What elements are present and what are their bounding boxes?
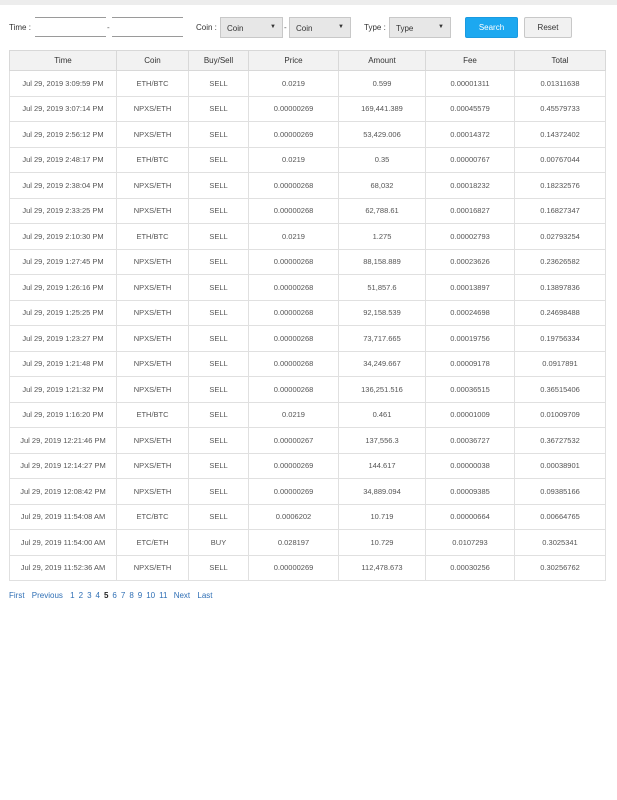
table-cell: 0.00036727 bbox=[426, 428, 515, 454]
column-header: Time bbox=[10, 51, 117, 71]
table-cell: 0.24698488 bbox=[515, 300, 606, 326]
table-cell: 0.00002793 bbox=[426, 224, 515, 250]
table-cell: SELL bbox=[189, 326, 249, 352]
table-cell: 0.00000268 bbox=[249, 198, 339, 224]
table-cell: 0.01311638 bbox=[515, 71, 606, 97]
table-cell: Jul 29, 2019 1:21:32 PM bbox=[10, 377, 117, 403]
table-cell: 0.00038901 bbox=[515, 453, 606, 479]
table-cell: Jul 29, 2019 12:14:27 PM bbox=[10, 453, 117, 479]
page-numbers bbox=[70, 591, 171, 600]
table-row bbox=[10, 224, 606, 250]
table-cell: NPXS/ETH bbox=[117, 249, 189, 275]
table-cell: SELL bbox=[189, 504, 249, 530]
table-cell: NPXS/ETH bbox=[117, 479, 189, 505]
table-row bbox=[10, 71, 606, 97]
table-cell: 0.0219 bbox=[249, 71, 339, 97]
page-number-link[interactable]: 7 bbox=[120, 591, 126, 600]
coin-to-select[interactable] bbox=[289, 17, 351, 38]
table-cell: 0.00767044 bbox=[515, 147, 606, 173]
table-cell: 0.00000767 bbox=[426, 147, 515, 173]
table-cell: SELL bbox=[189, 147, 249, 173]
page-number-link[interactable]: 11 bbox=[159, 591, 168, 600]
table-cell: SELL bbox=[189, 555, 249, 581]
next-page-link[interactable]: Next bbox=[173, 591, 191, 600]
table-row bbox=[10, 351, 606, 377]
table-cell: 137,556.3 bbox=[339, 428, 426, 454]
table-cell: 92,158.539 bbox=[339, 300, 426, 326]
table-cell: SELL bbox=[189, 122, 249, 148]
table-cell: 0.00019756 bbox=[426, 326, 515, 352]
table-cell: 0.36727532 bbox=[515, 428, 606, 454]
coin-from-value: Coin bbox=[227, 24, 244, 33]
table-cell: 0.0219 bbox=[249, 224, 339, 250]
coin-label: Coin : bbox=[196, 23, 217, 32]
page-number-link[interactable]: 8 bbox=[129, 591, 134, 600]
table-cell: SELL bbox=[189, 351, 249, 377]
table-cell: 0.45579733 bbox=[515, 96, 606, 122]
page-number-link[interactable]: 4 bbox=[95, 591, 100, 600]
type-label: Type : bbox=[364, 23, 386, 32]
table-cell: 68,032 bbox=[339, 173, 426, 199]
table-cell: NPXS/ETH bbox=[117, 351, 189, 377]
table-cell: 51,857.6 bbox=[339, 275, 426, 301]
table-row bbox=[10, 96, 606, 122]
type-select[interactable] bbox=[389, 17, 451, 38]
page-number-link[interactable]: 1 bbox=[70, 591, 75, 600]
table-cell: 0.00030256 bbox=[426, 555, 515, 581]
table-cell: 0.19756334 bbox=[515, 326, 606, 352]
table-cell: 0.00000269 bbox=[249, 555, 339, 581]
table-row bbox=[10, 300, 606, 326]
table-cell: 0.00009178 bbox=[426, 351, 515, 377]
table-cell: Jul 29, 2019 1:23:27 PM bbox=[10, 326, 117, 352]
table-cell: NPXS/ETH bbox=[117, 428, 189, 454]
table-cell: 0.00000268 bbox=[249, 351, 339, 377]
table-cell: 0.00000268 bbox=[249, 275, 339, 301]
table-cell: Jul 29, 2019 12:08:42 PM bbox=[10, 479, 117, 505]
table-cell: NPXS/ETH bbox=[117, 96, 189, 122]
pagination bbox=[9, 591, 218, 600]
coin-separator: - bbox=[284, 23, 287, 32]
table-cell: ETH/BTC bbox=[117, 71, 189, 97]
table-cell: SELL bbox=[189, 275, 249, 301]
table-cell: 10.729 bbox=[339, 530, 426, 556]
table-cell: 0.00016827 bbox=[426, 198, 515, 224]
column-header: Buy/Sell bbox=[189, 51, 249, 71]
table-row bbox=[10, 275, 606, 301]
table-cell: 0.00000268 bbox=[249, 300, 339, 326]
table-row bbox=[10, 428, 606, 454]
table-cell: ETC/BTC bbox=[117, 504, 189, 530]
table-cell: 0.14372402 bbox=[515, 122, 606, 148]
table-cell: 0.461 bbox=[339, 402, 426, 428]
table-cell: 0.00000269 bbox=[249, 122, 339, 148]
column-header: Coin bbox=[117, 51, 189, 71]
table-cell: 0.00000268 bbox=[249, 377, 339, 403]
table-cell: SELL bbox=[189, 300, 249, 326]
table-cell: 0.01009709 bbox=[515, 402, 606, 428]
table-row bbox=[10, 326, 606, 352]
table-cell: Jul 29, 2019 11:52:36 AM bbox=[10, 555, 117, 581]
table-cell: Jul 29, 2019 1:25:25 PM bbox=[10, 300, 117, 326]
table-cell: SELL bbox=[189, 428, 249, 454]
table-cell: Jul 29, 2019 12:21:46 PM bbox=[10, 428, 117, 454]
table-cell: 0.09385166 bbox=[515, 479, 606, 505]
table-cell: Jul 29, 2019 11:54:08 AM bbox=[10, 504, 117, 530]
last-page-link[interactable]: Last bbox=[197, 591, 213, 600]
table-row bbox=[10, 453, 606, 479]
table-cell: 169,441.389 bbox=[339, 96, 426, 122]
table-cell: 0.23626582 bbox=[515, 249, 606, 275]
reset-button[interactable]: Reset bbox=[524, 17, 572, 38]
table-cell: NPXS/ETH bbox=[117, 300, 189, 326]
table-cell: NPXS/ETH bbox=[117, 555, 189, 581]
table-cell: 0.00023626 bbox=[426, 249, 515, 275]
start-date-input[interactable] bbox=[35, 17, 106, 37]
table-cell: ETH/BTC bbox=[117, 402, 189, 428]
filter-bar bbox=[0, 14, 617, 42]
table-cell: SELL bbox=[189, 96, 249, 122]
table-cell: 136,251.516 bbox=[339, 377, 426, 403]
table-cell: 0.00000269 bbox=[249, 479, 339, 505]
time-label: Time : bbox=[9, 23, 31, 32]
table-cell: 0.00000038 bbox=[426, 453, 515, 479]
table-cell: 0.18232576 bbox=[515, 173, 606, 199]
page-number-link[interactable]: 5 bbox=[103, 591, 109, 600]
table-cell: NPXS/ETH bbox=[117, 173, 189, 199]
table-cell: 0.028197 bbox=[249, 530, 339, 556]
coin-from-select[interactable] bbox=[220, 17, 283, 38]
table-cell: BUY bbox=[189, 530, 249, 556]
table-cell: 0.30256762 bbox=[515, 555, 606, 581]
table-cell: Jul 29, 2019 2:56:12 PM bbox=[10, 122, 117, 148]
table-cell: Jul 29, 2019 1:21:48 PM bbox=[10, 351, 117, 377]
table-cell: 0.16827347 bbox=[515, 198, 606, 224]
table-cell: ETC/ETH bbox=[117, 530, 189, 556]
table-row bbox=[10, 147, 606, 173]
table-cell: ETH/BTC bbox=[117, 147, 189, 173]
table-cell: 0.00000269 bbox=[249, 96, 339, 122]
table-row bbox=[10, 504, 606, 530]
table-cell: 0.00001009 bbox=[426, 402, 515, 428]
table-cell: NPXS/ETH bbox=[117, 198, 189, 224]
table-header-row bbox=[10, 51, 606, 71]
table-cell: SELL bbox=[189, 71, 249, 97]
table-cell: NPXS/ETH bbox=[117, 122, 189, 148]
table-cell: 88,158.889 bbox=[339, 249, 426, 275]
column-header: Fee bbox=[426, 51, 515, 71]
table-cell: Jul 29, 2019 1:27:45 PM bbox=[10, 249, 117, 275]
table-cell: SELL bbox=[189, 479, 249, 505]
previous-page-link[interactable]: Previous bbox=[31, 591, 63, 600]
table-cell: 53,429.006 bbox=[339, 122, 426, 148]
table-cell: NPXS/ETH bbox=[117, 377, 189, 403]
type-value: Type bbox=[396, 24, 414, 33]
table-cell: 0.00024698 bbox=[426, 300, 515, 326]
column-header: Amount bbox=[339, 51, 426, 71]
page-number-link[interactable]: 3 bbox=[87, 591, 92, 600]
end-date-input[interactable] bbox=[112, 17, 183, 37]
chevron-down-icon: ▼ bbox=[438, 24, 444, 30]
search-button[interactable]: Search bbox=[465, 17, 518, 38]
table-cell: SELL bbox=[189, 224, 249, 250]
table-cell: 0.00018232 bbox=[426, 173, 515, 199]
table-row bbox=[10, 198, 606, 224]
table-cell: 144.617 bbox=[339, 453, 426, 479]
table-cell: Jul 29, 2019 11:54:00 AM bbox=[10, 530, 117, 556]
table-cell: SELL bbox=[189, 377, 249, 403]
table-cell: SELL bbox=[189, 402, 249, 428]
table-cell: 0.0107293 bbox=[426, 530, 515, 556]
table-cell: 0.00000269 bbox=[249, 453, 339, 479]
column-header: Total bbox=[515, 51, 606, 71]
table-cell: 0.00036515 bbox=[426, 377, 515, 403]
table-cell: 0.00001311 bbox=[426, 71, 515, 97]
table-cell: 0.00013897 bbox=[426, 275, 515, 301]
table-cell: Jul 29, 2019 2:10:30 PM bbox=[10, 224, 117, 250]
table-cell: Jul 29, 2019 1:16:20 PM bbox=[10, 402, 117, 428]
table-cell: 0.00000268 bbox=[249, 249, 339, 275]
table-cell: 0.0219 bbox=[249, 402, 339, 428]
table-row bbox=[10, 122, 606, 148]
table-cell: 0.599 bbox=[339, 71, 426, 97]
table-cell: NPXS/ETH bbox=[117, 326, 189, 352]
table-row bbox=[10, 402, 606, 428]
table-cell: NPXS/ETH bbox=[117, 275, 189, 301]
column-header: Price bbox=[249, 51, 339, 71]
date-separator: - bbox=[107, 23, 110, 32]
table-cell: 73,717.665 bbox=[339, 326, 426, 352]
table-cell: 0.13897836 bbox=[515, 275, 606, 301]
table-cell: 112,478.673 bbox=[339, 555, 426, 581]
table-row bbox=[10, 479, 606, 505]
table-cell: 0.36515406 bbox=[515, 377, 606, 403]
table-cell: 1.275 bbox=[339, 224, 426, 250]
table-cell: Jul 29, 2019 3:09:59 PM bbox=[10, 71, 117, 97]
page-number-link[interactable]: 10 bbox=[146, 591, 156, 600]
table-cell: 0.02793254 bbox=[515, 224, 606, 250]
table-cell: 0.00000267 bbox=[249, 428, 339, 454]
table-cell: SELL bbox=[189, 453, 249, 479]
table-cell: Jul 29, 2019 2:38:04 PM bbox=[10, 173, 117, 199]
table-cell: 0.00014372 bbox=[426, 122, 515, 148]
table-cell: SELL bbox=[189, 198, 249, 224]
table-cell: 0.35 bbox=[339, 147, 426, 173]
table-cell: 0.0219 bbox=[249, 147, 339, 173]
table-cell: 34,889.094 bbox=[339, 479, 426, 505]
table-cell: Jul 29, 2019 1:26:16 PM bbox=[10, 275, 117, 301]
table-row bbox=[10, 555, 606, 581]
table-cell: Jul 29, 2019 3:07:14 PM bbox=[10, 96, 117, 122]
table-row bbox=[10, 173, 606, 199]
table-cell: SELL bbox=[189, 249, 249, 275]
table-cell: 0.00664765 bbox=[515, 504, 606, 530]
table-cell: ETH/BTC bbox=[117, 224, 189, 250]
table-cell: 0.00000268 bbox=[249, 326, 339, 352]
table-cell: Jul 29, 2019 2:33:25 PM bbox=[10, 198, 117, 224]
table-body bbox=[10, 71, 606, 581]
top-bar bbox=[0, 0, 617, 5]
table-row bbox=[10, 249, 606, 275]
table-cell: 0.00000268 bbox=[249, 173, 339, 199]
page-number-link[interactable]: 9 bbox=[137, 591, 143, 600]
table-cell: 0.0917891 bbox=[515, 351, 606, 377]
table-cell: 0.00009385 bbox=[426, 479, 515, 505]
table-cell: 34,249.667 bbox=[339, 351, 426, 377]
chevron-down-icon: ▼ bbox=[338, 24, 344, 30]
table-row bbox=[10, 377, 606, 403]
table-cell: 0.00000664 bbox=[426, 504, 515, 530]
coin-to-value: Coin bbox=[296, 24, 313, 33]
table-cell: 62,788.61 bbox=[339, 198, 426, 224]
table-cell: 0.0006202 bbox=[249, 504, 339, 530]
table-cell: 10.719 bbox=[339, 504, 426, 530]
table-cell: NPXS/ETH bbox=[117, 453, 189, 479]
table-cell: SELL bbox=[189, 173, 249, 199]
table-cell: 0.00045579 bbox=[426, 96, 515, 122]
page-number-link[interactable]: 2 bbox=[78, 591, 84, 600]
trade-history-table bbox=[9, 50, 606, 581]
chevron-down-icon: ▼ bbox=[270, 24, 276, 30]
table-cell: Jul 29, 2019 2:48:17 PM bbox=[10, 147, 117, 173]
page-number-link[interactable]: 6 bbox=[112, 591, 117, 600]
table-row bbox=[10, 530, 606, 556]
table-cell: 0.3025341 bbox=[515, 530, 606, 556]
first-page-link[interactable]: First bbox=[9, 591, 25, 600]
